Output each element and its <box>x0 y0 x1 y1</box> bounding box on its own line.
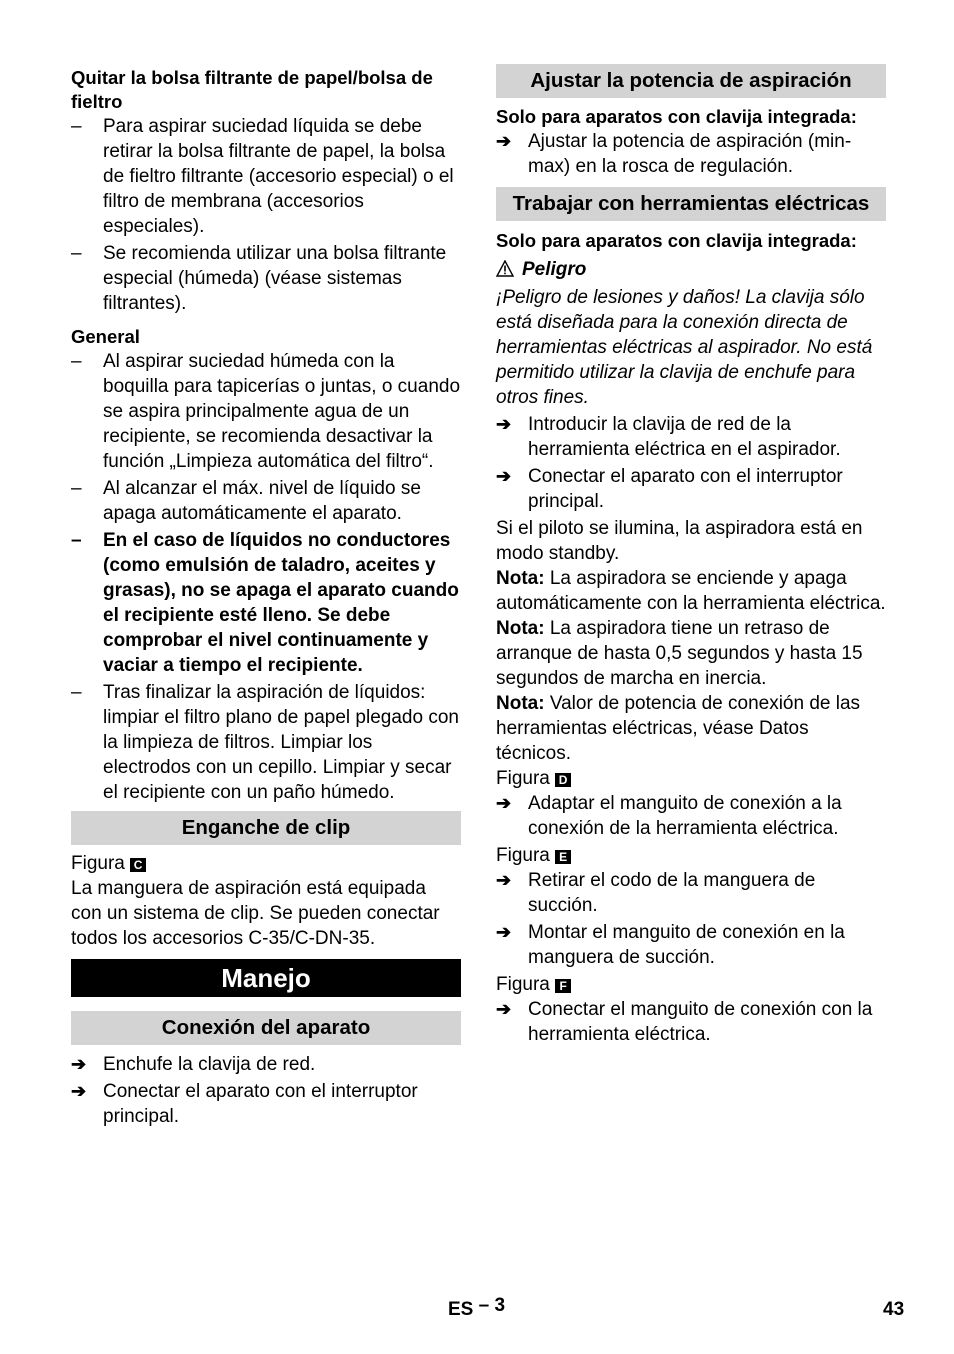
instruction-item <box>496 997 886 1047</box>
arrow-right-icon: ➔ <box>71 1054 87 1074</box>
arrow-right-icon: ➔ <box>496 131 512 151</box>
instruction-text: Conectar el manguito de conexión con la herramienta eléctrica. <box>528 999 873 1045</box>
instruction-text: Enchufe la clavija de red. <box>103 1054 316 1075</box>
arrow-right-icon: ➔ <box>496 922 512 942</box>
instruction-item <box>496 791 886 841</box>
footer-section-marker <box>448 1297 505 1322</box>
subheading-remove-filter-bag: Quitar la bolsa filtrante de papel/bolsa de fieltro <box>71 67 433 112</box>
figure-letter-c-icon: C <box>130 858 146 872</box>
right-column <box>496 64 886 1049</box>
danger-label-text: Peligro <box>522 259 587 280</box>
clip-description: La manguera de aspiración está equipada con un sistema de clip. Se pueden conectar todos los accesorios C-35/C-DN-35. <box>71 878 440 949</box>
instruction-text: Conectar el aparato con el interruptor principal. <box>103 1081 418 1127</box>
standby-note: Si el piloto se ilumina, la aspiradora está en modo standby. <box>496 518 863 564</box>
figure-reference-e <box>496 843 886 868</box>
arrow-right-icon: ➔ <box>496 793 512 813</box>
arrow-right-icon: ➔ <box>496 466 512 486</box>
list-item: – Se recomienda utilizar una bolsa filtrante especial (húmeda) (véase sistemas filtrantes). <box>71 241 461 316</box>
figure-label: Figura <box>496 768 550 789</box>
note-text: La aspiradora se enciende y apaga automáticamente con la herramienta eléctrica. <box>496 568 886 614</box>
instruction-text: Adaptar el manguito de conexión a la conexión de la herramienta eléctrica. <box>528 793 842 839</box>
arrow-right-icon: ➔ <box>71 1081 87 1101</box>
warning-triangle-icon <box>496 260 514 277</box>
subheading-only-integrated-plug: Solo para aparatos con clavija integrada: <box>496 106 857 127</box>
instruction-text: Introducir la clavija de red de la herramienta eléctrica en el aspirador. <box>528 414 841 460</box>
list-item: – Tras finalizar la aspiración de líquidos: limpiar el filtro plano de papel plegado con la limpieza de filtros. Limpiar los electrodos con un cepillo. Limpiar y secar el recipiente con un paño húmedo. <box>71 680 461 805</box>
section-heading-herramientas: Trabajar con herramientas eléctricas <box>496 187 886 221</box>
instruction-item <box>496 412 886 462</box>
instruction-text: Ajustar la potencia de aspiración (min-max) en la rosca de regulación. <box>528 131 852 177</box>
subheading-general: General <box>71 326 140 347</box>
note-label: Nota: <box>496 618 545 639</box>
arrow-right-icon: ➔ <box>496 999 512 1019</box>
instruction-item <box>71 1079 461 1129</box>
figure-letter-d-icon: D <box>555 773 571 787</box>
subheading-only-integrated-plug: Solo para aparatos con clavija integrada: <box>496 230 857 251</box>
page-number: 43 <box>883 1299 905 1320</box>
danger-text: ¡Peligro de lesiones y daños! La clavija sólo está diseñada para la conexión directa de herramientas eléctricas al aspirador. No está permitido utilizar la clavija de enchufe para otros fines. <box>496 287 873 408</box>
note-label: Nota: <box>496 568 545 589</box>
instruction-item <box>496 920 886 970</box>
note-label: Nota: <box>496 693 545 714</box>
list-item-warning-bold: – En el caso de líquidos no conductores (como emulsión de taladro, aceites y grasas), no se apaga el aparato cuando el recipiente esté lleno. Se debe comprobar el nivel continuamente y vaciar a tiempo el recipiente. <box>71 528 461 678</box>
note-text: Valor de potencia de conexión de las herramientas eléctricas, véase Datos técnicos. <box>496 693 861 764</box>
instruction-text: Conectar el aparato con el interruptor principal. <box>528 466 843 512</box>
danger-label <box>496 257 886 282</box>
figure-label: Figura <box>496 974 550 995</box>
list-item: – Al alcanzar el máx. nivel de líquido se apaga automáticamente el aparato. <box>71 476 461 526</box>
chapter-heading-manejo: Manejo <box>71 959 461 997</box>
list-item: – Al aspirar suciedad húmeda con la boquilla para tapicerías o juntas, o cuando se aspira principalmente agua de un recipiente, se recomienda desactivar la función „Limpieza automática del filtro“. <box>71 349 461 474</box>
note-3 <box>496 691 886 766</box>
arrow-right-icon: ➔ <box>496 870 512 890</box>
section-heading-potencia: Ajustar la potencia de aspiración <box>496 64 886 98</box>
section-heading-conexion: Conexión del aparato <box>71 1011 461 1045</box>
instruction-item <box>71 1052 461 1077</box>
arrow-right-icon: ➔ <box>496 414 512 434</box>
figure-reference-f <box>496 972 886 997</box>
instruction-text: Montar el manguito de conexión en la manguera de succión. <box>528 922 845 968</box>
figure-label: Figura <box>496 845 550 866</box>
note-1 <box>496 566 886 616</box>
left-column <box>71 64 461 1131</box>
instruction-item <box>496 464 886 514</box>
footer-section-number: – 3 <box>478 1295 506 1316</box>
figure-letter-f-icon: F <box>555 979 571 993</box>
figure-label: Figura <box>71 853 125 874</box>
instruction-text: Retirar el codo de la manguera de succión. <box>528 870 816 916</box>
list-item: – Para aspirar suciedad líquida se debe retirar la bolsa filtrante de papel, la bolsa de fieltro filtrante (accesorio especial) o el filtro de membrana (accesorios especiales). <box>71 114 461 239</box>
instruction-item <box>496 129 886 179</box>
figure-reference-d <box>496 766 886 791</box>
section-heading-clip: Enganche de clip <box>71 811 461 845</box>
figure-letter-e-icon: E <box>555 850 571 864</box>
note-2 <box>496 616 886 691</box>
figure-reference-c <box>71 851 461 876</box>
instruction-item <box>496 868 886 918</box>
note-text: La aspiradora tiene un retraso de arranque de hasta 0,5 segundos y hasta 15 segundos de marcha en inercia. <box>496 618 863 689</box>
footer-language: ES <box>448 1299 474 1320</box>
